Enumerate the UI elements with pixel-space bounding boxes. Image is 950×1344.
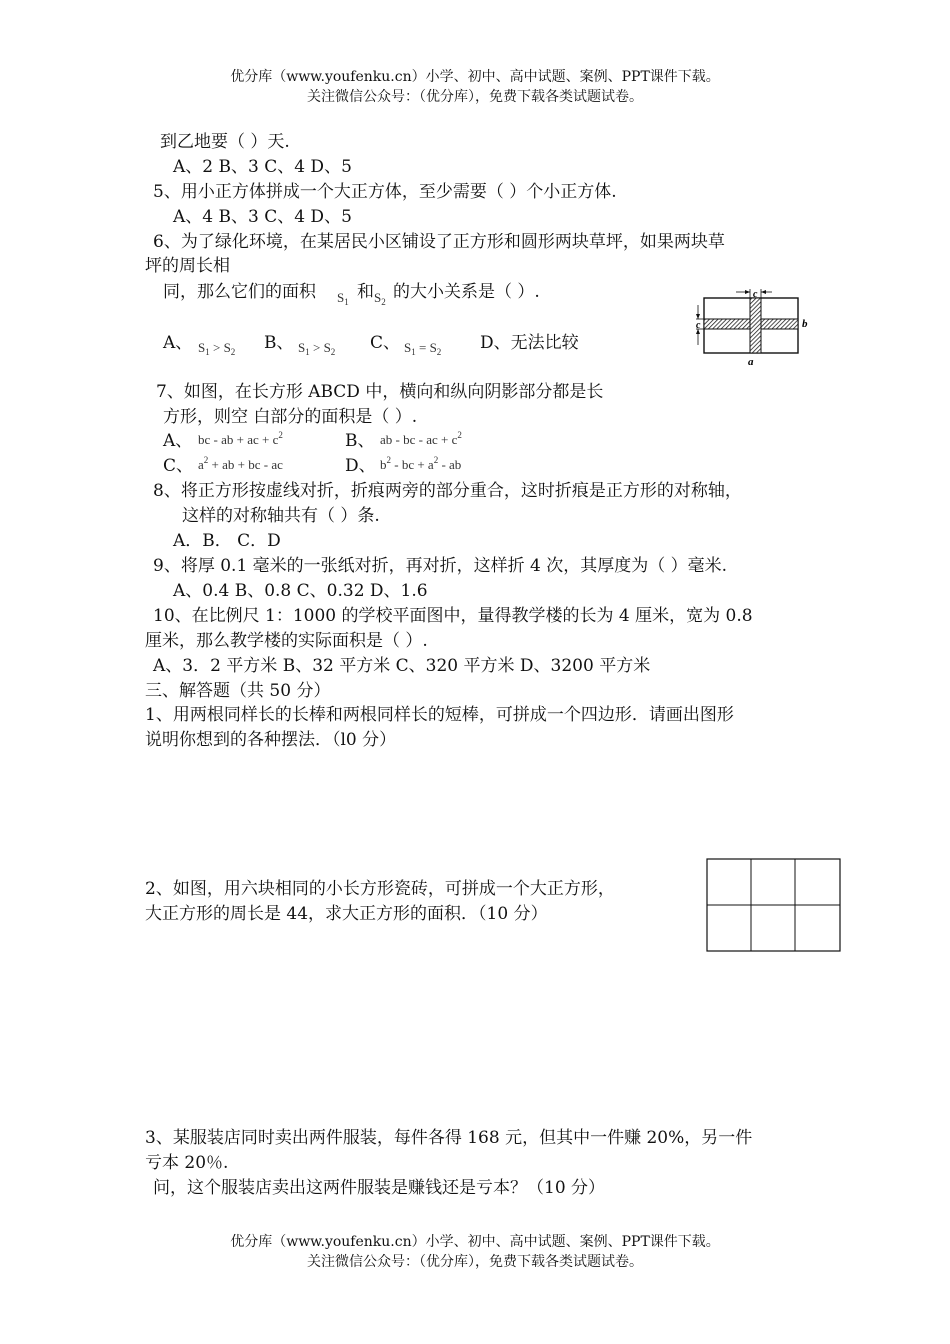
footer-line-1: 优分库（www.youfenku.cn）小学、初中、高中试题、案例、PPT课件下载。 (230, 1234, 720, 1250)
q6-option-a-expr: $S_1 > S_2$ (198, 340, 236, 357)
problem-1-line-1: 1、用两根同样长的长棒和两根同样长的短棒，可拼成一个四边形．请画出图形 (145, 705, 734, 725)
q7-option-d-expr: $b^2$ - bc + $a^2$ - ab (380, 455, 462, 472)
problem-1-line-2: 说明你想到的各种摆法．（l0 分） (145, 730, 397, 750)
q7-option-c-label: C、 (163, 456, 194, 476)
q6-option-d: D、无法比较 (480, 333, 579, 353)
q6-line-2: 坪的周长相 (145, 256, 230, 276)
q9-stem: 9、将厚 0.1 毫米的一张纸对折，再对折，这样折 4 次，其厚度为（ ）毫米. (153, 556, 728, 576)
q7-label-a: a (748, 356, 754, 367)
q7-option-d-label: D、 (345, 456, 376, 476)
q7-option-b-expr: ab - bc - ac + $c^2$ (380, 430, 462, 447)
tile-grid-figure (706, 858, 842, 954)
q7-option-c-expr: $a^2$ + ab + bc - ac (198, 455, 283, 472)
q6-option-c-expr: $S_1 = S_2$ (404, 340, 442, 357)
q7-label-c-left: c (696, 320, 701, 331)
problem-2-line-2: 大正方形的周长是 44，求大正方形的面积．（10 分） (145, 904, 548, 924)
q6-line-3b: 的大小关系是（ ）. (393, 282, 540, 302)
q6-line-3a: 同，那么它们的面积 (163, 282, 316, 302)
q6-option-b-label: B、 (264, 333, 294, 353)
problem-3-line-1: 3、某服装店同时卖出两件服装，每件各得 168 元，但其中一件赚 20%，另一件 (145, 1128, 753, 1148)
q6-s2: $S_2$ (374, 290, 386, 307)
q6-s1: $S_1$ (337, 290, 349, 307)
problem-3-line-3: 问，这个服装店卖出这两件服装是赚钱还是亏本？（10 分） (153, 1178, 606, 1198)
q8-line-2: 这样的对称轴共有（ ）条. (182, 506, 380, 526)
problem-3-line-2: 亏本 20％. (145, 1153, 229, 1173)
q9-options: A、0.4 B、0.8 C、0.32 D、1.6 (173, 581, 428, 601)
q7-line-2: 方形，则空 白部分的面积是（ ）. (163, 407, 418, 427)
q6-and: 和 (357, 282, 374, 302)
q10-line-2: 厘米，那么教学楼的实际面积是（ ）. (145, 631, 428, 651)
q8-options: A．B． C．D (173, 531, 281, 551)
q5-options: A、4 B、3 C、4 D、5 (173, 207, 352, 227)
header-line-1: 优分库（www.youfenku.cn）小学、初中、高中试题、案例、PPT课件下载。 (230, 69, 720, 85)
q7-option-a-expr: bc - ab + ac + $c^2$ (198, 430, 283, 447)
q4-options: A、2 B、3 C、4 D、5 (173, 157, 352, 177)
q8-line-1: 8、将正方形按虚线对折，折痕两旁的部分重合，这时折痕是正方形的对称轴， (153, 481, 742, 501)
q7-option-a-label: A、 (163, 431, 193, 451)
q7-line-1: 7、如图，在长方形 ABCD 中，横向和纵向阴影部分都是长 (156, 382, 604, 402)
q7-vertical-strip (750, 298, 761, 353)
section-3-title: 三、解答题（共 50 分） (145, 681, 331, 701)
footer-line-2: 关注微信公众号：（优分库），免费下载各类试题试卷。 (307, 1254, 643, 1270)
problem-2-line-1: 2、如图，用六块相同的小长方形瓷砖，可拼成一个大正方形， (145, 879, 615, 899)
q7-label-b: b (802, 318, 808, 330)
q6-option-a-label: A、 (163, 333, 193, 353)
q10-options: A、3．2 平方米 B、32 平方米 C、320 平方米 D、3200 平方米 (153, 656, 651, 676)
q10-line-1: 10、在比例尺 1：1000 的学校平面图中，量得教学楼的长为 4 厘米，宽为 0.8 (153, 606, 753, 626)
q7-option-b-label: B、 (345, 431, 375, 451)
q6-line-1: 6、为了绿化环境，在某居民小区铺设了正方形和圆形两块草坪，如果两块草 (153, 232, 725, 252)
header-line-2: 关注微信公众号：（优分库），免费下载各类试题试卷。 (307, 89, 643, 105)
q7-rectangle-figure (688, 285, 813, 367)
q7-label-c-top: c (753, 289, 758, 300)
q4-tail: 到乙地要（ ）天. (160, 132, 290, 152)
q6-option-c-label: C、 (370, 333, 401, 353)
q6-option-b-expr: $S_1 > S_2$ (298, 340, 336, 357)
q5-stem: 5、用小正方体拼成一个大正方体，至少需要（ ）个小正方体. (153, 182, 617, 202)
